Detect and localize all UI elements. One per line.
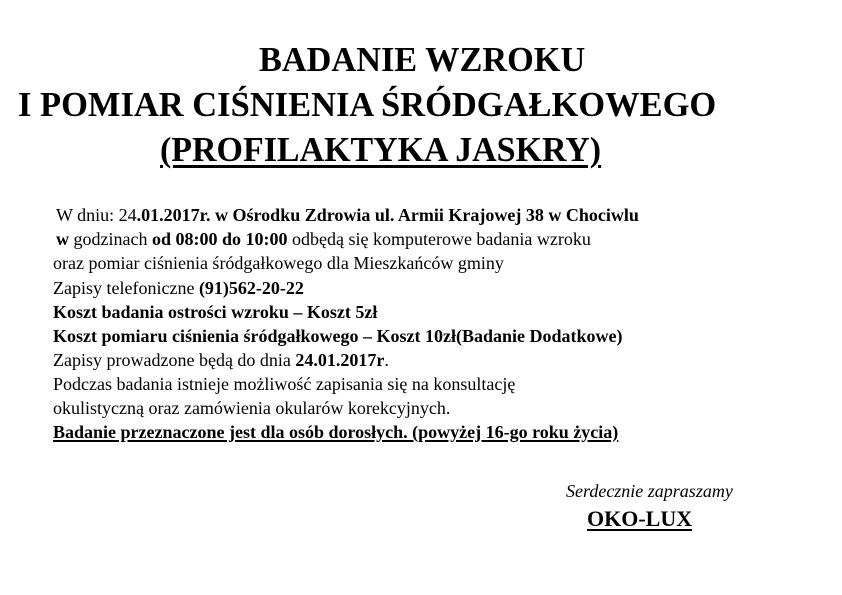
phone-label: Zapisy telefoniczne [53, 278, 199, 298]
hours-range: od 08:00 do 10:00 [151, 229, 288, 249]
deadline-period: . [384, 350, 389, 370]
phone-line [53, 277, 304, 299]
glasses-line: okulistyczną oraz zamówienia okularów korekcyjnych. [53, 398, 451, 418]
phone-number: (91)562-20-22 [198, 278, 304, 298]
title-line-3-text: (PROFILAKTYKA JASKRY) [160, 130, 602, 169]
deadline-label: Zapisy prowadzone będą do dnia [53, 350, 296, 370]
date-location: .01.2017r. w Ośrodku Zdrowia ul. Armii Krajowej 38 w Chociwlu [136, 205, 639, 225]
title-line-3 [160, 130, 601, 170]
title-line-2: I POMIAR CIŚNIENIA ŚRÓDGAŁKOWEGO [18, 85, 717, 124]
cost-vision-line: Koszt badania ostrości wzroku – Koszt 5zł [53, 302, 378, 322]
adults-only-line: Badanie przeznaczone jest dla osób dorosłych. (powyżej 16-go roku życia) [53, 422, 619, 442]
residents-line: oraz pomiar ciśnienia śródgałkowego dla Mieszkańców gminy [53, 253, 504, 273]
date-location-line [56, 204, 639, 226]
deadline-date: 24.01.2017r [295, 350, 385, 370]
date-day: W dniu: 24 [56, 205, 137, 225]
greeting: Serdecznie zapraszamy [566, 481, 733, 501]
cost-pressure-line: Koszt pomiaru ciśnienia śródgałkowego – Koszt 10zł(Badanie Dodatkowe) [53, 326, 623, 346]
hours-label: godzinach [69, 229, 152, 249]
hours-w: w [56, 229, 69, 249]
hours-desc: odbędą się komputerowe badania wzroku [287, 229, 591, 249]
consultation-line: Podczas badania istnieje możliwość zapisania się na konsultację [53, 374, 516, 394]
brand-name: OKO-LUX [587, 506, 693, 531]
hours-line [56, 228, 591, 250]
title-line-1: BADANIE WZROKU [259, 40, 586, 79]
registration-deadline-line [53, 349, 389, 371]
